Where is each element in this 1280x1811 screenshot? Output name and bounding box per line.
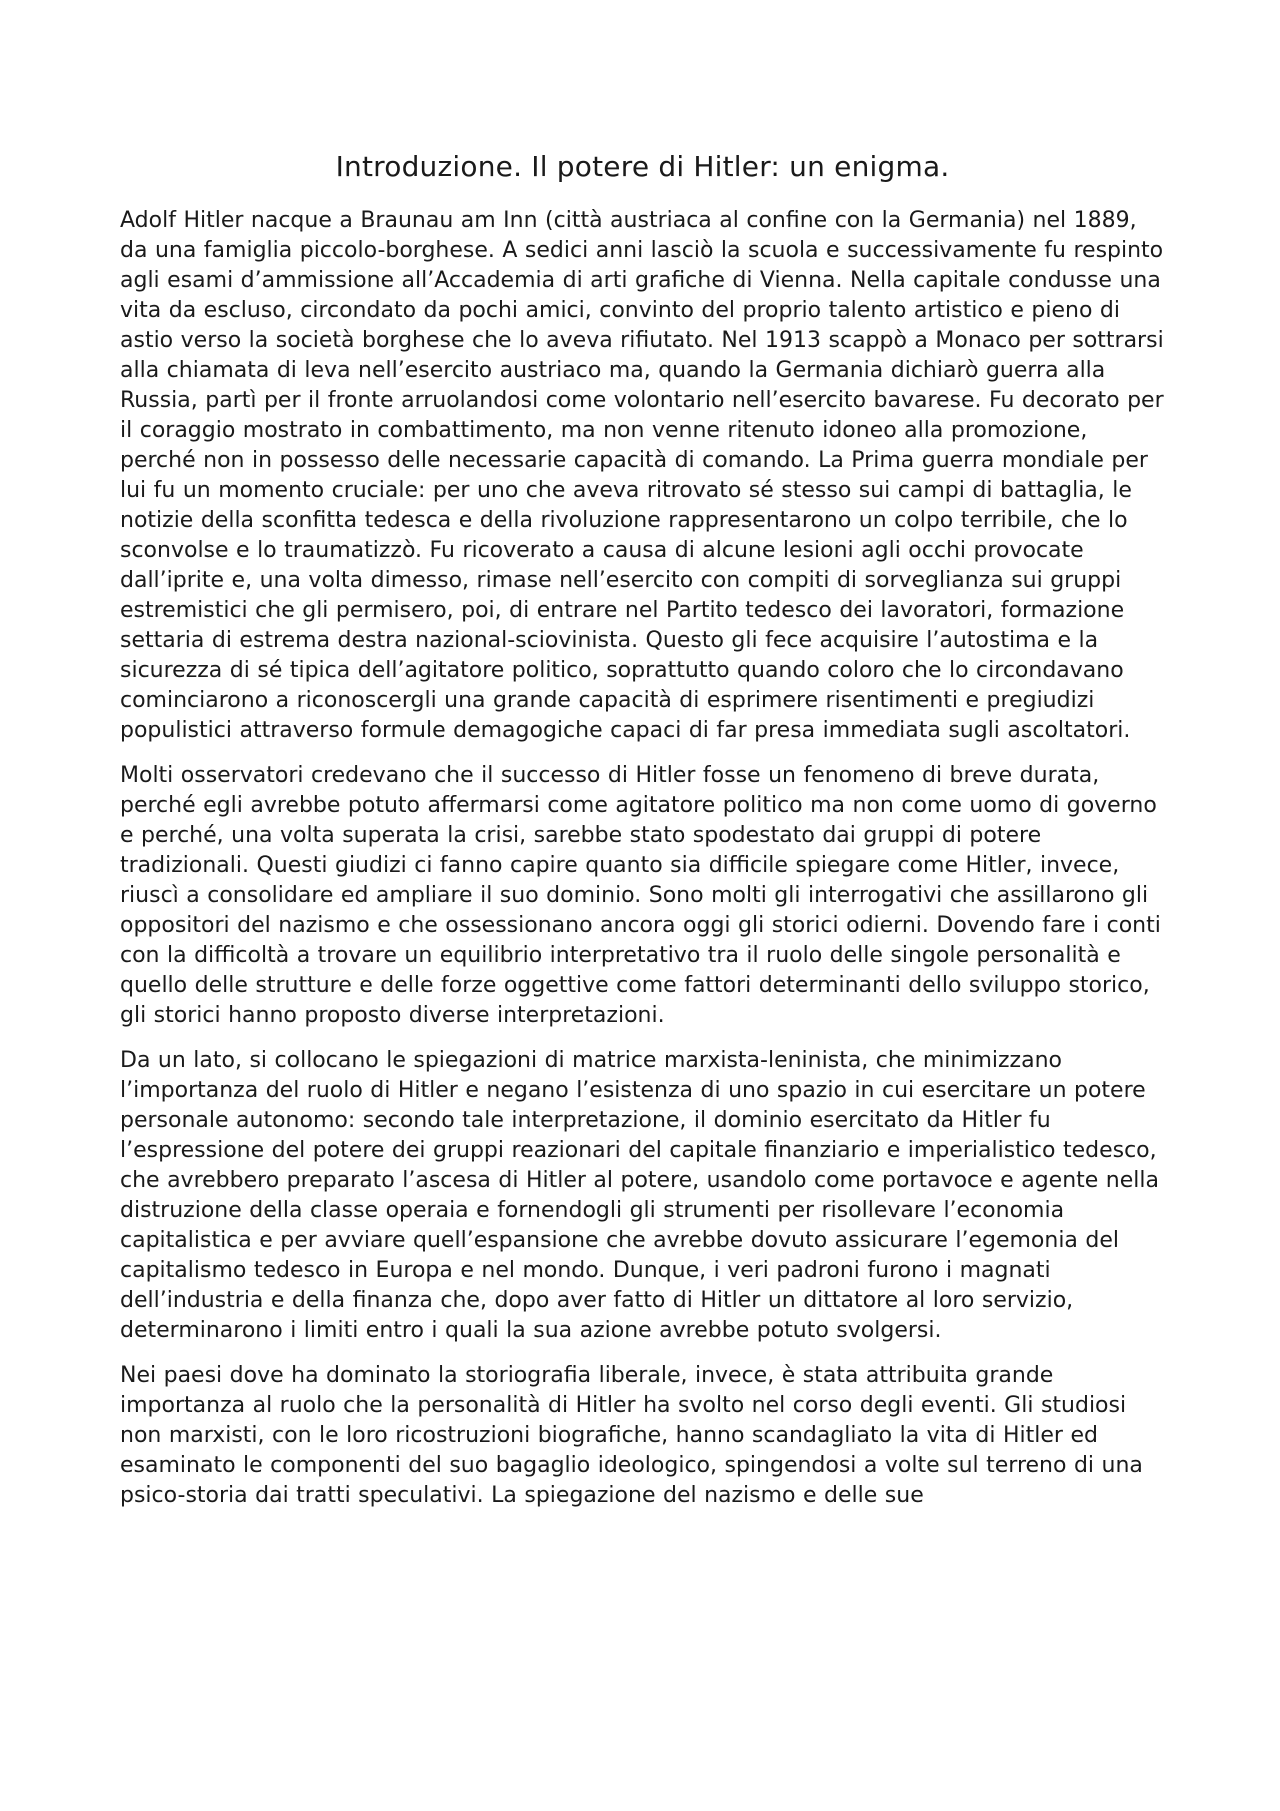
document-page (120, 150, 1165, 1526)
paragraph-biography: Adolf Hitler nacque a Braunau am Inn (città austriaca al confine con la Germania) nel 1889, da una famiglia piccolo-borghese. A sedici anni lasciò la scuola e successivamente fu respinto agli esami d’ammissione all’Accademia di arti grafiche di Vienna. Nella capitale condusse una vita da escluso, circondato da pochi amici, convinto del proprio talento artistico e pieno di astio verso la società borghese che lo aveva rifiutato. Nel 1913 scappò a Monaco per sottrarsi alla chiamata di leva nell’esercito austriaco ma, quando la Germania dichiarò guerra alla Russia, partì per il fronte arruolandosi come volontario nell’esercito bavarese. Fu decorato per il coraggio mostrato in combattimento, ma non venne ritenuto idoneo alla promozione, perché non in possesso delle necessarie capacità di comando. La Prima guerra mondiale per lui fu un momento cruciale: per uno che aveva ritrovato sé stesso sui campi di battaglia, le notizie della sconfitta tedesca e della rivoluzione rappresentarono un colpo terribile, che lo sconvolse e lo traumatizzò. Fu ricoverato a causa di alcune lesioni agli occhi provocate dall’iprite e, una volta dimesso, rimase nell’esercito con compiti di sorveglianza sui gruppi estremistici che gli permisero, poi, di entrare nel Partito tedesco dei lavoratori, formazione settaria di estrema destra nazional-sciovinista. Questo gli fece acquisire l’autostima e la sicurezza di sé tipica dell’agitatore politico, soprattutto quando coloro che lo circondavano cominciarono a riconoscergli una grande capacità di esprimere risentimenti e pregiudizi populistici attraverso formule demagogiche capaci di far presa immediata sugli ascoltatori. (120, 208, 1164, 743)
document-title: Introduzione. Il potere di Hitler: un enigma. (335, 150, 950, 183)
paragraph-marxist-interpretation: Da un lato, si collocano le spiegazioni di matrice marxista-leninista, che minimizzano l’importanza del ruolo di Hitler e negano l’esistenza di uno spazio in cui esercitare un potere personale autonomo: secondo tale interpretazione, il dominio esercitato da Hitler fu l’espressione del potere dei gruppi reazionari del capitale finanziario e imperialistico tedesco, che avrebbero preparato l’ascesa di Hitler al potere, usandolo come portavoce e agente nella distruzione della classe operaia e fornendogli gli strumenti per risollevare l’economia capitalistica e per avviare quell’espansione che avrebbe dovuto assicurare l’egemonia del capitalismo tedesco in Europa e nel mondo. Dunque, i veri padroni furono i magnati dell’industria e della finanza che, dopo aver fatto di Hitler un dittatore al loro servizio, determinarono i limiti entro i quali la sua azione avrebbe potuto svolgersi. (120, 1048, 1159, 1343)
paragraph-observers: Molti osservatori credevano che il successo di Hitler fosse un fenomeno di breve durata, perché egli avrebbe potuto affermarsi come agitatore politico ma non come uomo di governo e perché, una volta superata la crisi, sarebbe stato spodestato dai gruppi di potere tradizionali. Questi giudizi ci fanno capire quanto sia difficile spiegare come Hitler, invece, riuscì a consolidare ed ampliare il suo dominio. Sono molti gli interrogativi che assillarono gli oppositori del nazismo e che ossessionano ancora oggi gli storici odierni. Dovendo fare i conti con la difficoltà a trovare un equilibrio interpretativo tra il ruolo delle singole personalità e quello delle strutture e delle forze oggettive come fattori determinanti dello sviluppo storico, gli storici hanno proposto diverse interpretazioni. (120, 763, 1161, 1028)
paragraph-liberal-interpretation: Nei paesi dove ha dominato la storiografia liberale, invece, è stata attribuita grande importanza al ruolo che la personalità di Hitler ha svolto nel corso degli eventi. Gli studiosi non marxisti, con le loro ricostruzioni biografiche, hanno scandagliato la vita di Hitler ed esaminato le componenti del suo bagaglio ideologico, spingendosi a volte sul terreno di una psico-storia dai tratti speculativi. La spiegazione del nazismo e delle sue (120, 1363, 1143, 1508)
